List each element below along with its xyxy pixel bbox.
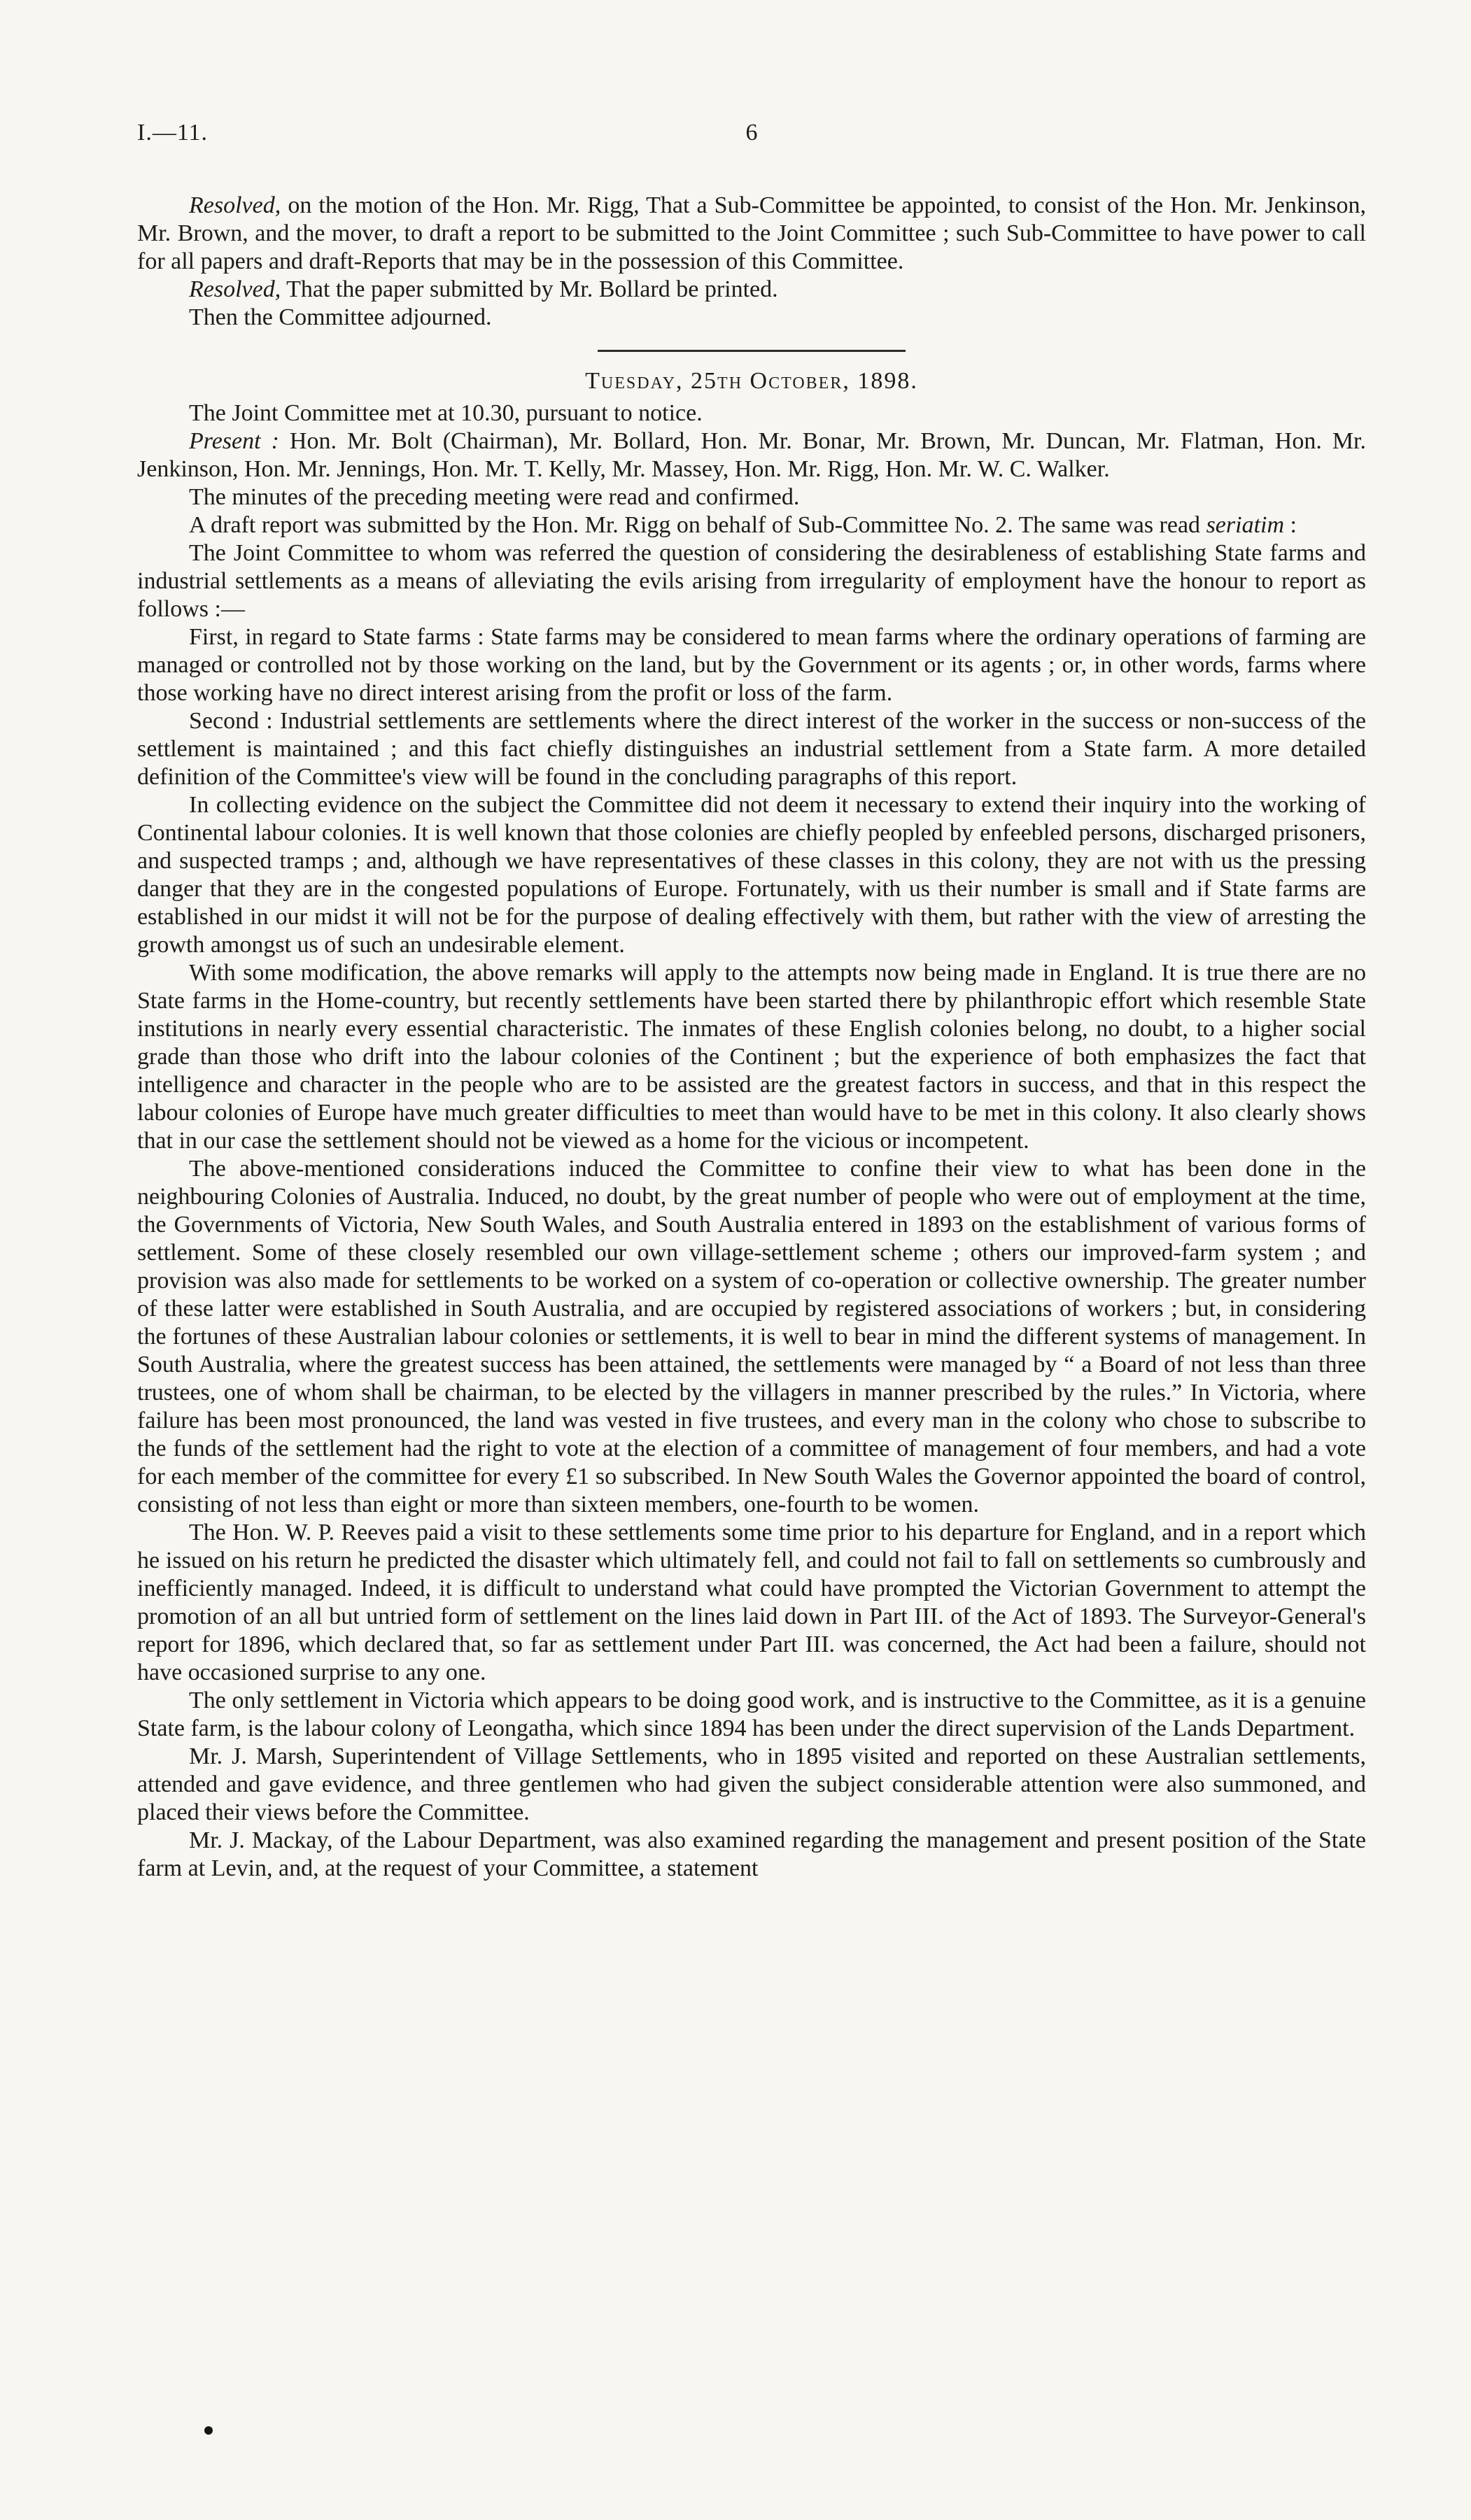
paragraph-resolved-2 (137, 276, 1366, 304)
page-header (137, 119, 1366, 151)
report-paragraph-leongatha: The only settlement in Victoria which appears to be doing good work, and is instructive to the Committee, as it is a genuine State farm, is the labour colony of Leongatha, which since 1894 has been under the direct supervision of the Lands Department. (137, 1687, 1366, 1741)
paragraph-meeting-opened: The Joint Committee met at 10.30, pursuant to notice. (189, 400, 703, 426)
paragraph-draft-report (137, 511, 1366, 539)
italic-lead-resolved: Resolved, (189, 276, 281, 302)
report-paragraph-continental-colonies: In collecting evidence on the subject the Committee did not deem it necessary to extend their inquiry into the working of Continental labour colonies. It is well known that those colonies are chiefly peopled by enfeebled persons, discharged prisoners, and suspected tramps ; and, although we have representatives of these classes in this colony, they are not with us the pressing danger that they are in the congested populations of Europe. Fortunately, with us their number is small and if State farms are established in our midst it will not be for the purpose of dealing effectively with them, but rather with the view of arresting the growth amongst us of such an undesirable element. (137, 792, 1366, 958)
report-paragraph-mackay: Mr. J. Mackay, of the Labour Department, was also examined regarding the management and present position of the State farm at Levin, and, at the request of your Committee, a statement (137, 1827, 1366, 1881)
report-paragraph-reeves: The Hon. W. P. Reeves paid a visit to these settlements some time prior to his departure for England, and in a report which he issued on his return he predicted the disaster which ultimately fell, and could not fail to fall on settlements so cumbrously and inefficiently managed. Indeed, it is difficult to understand what could have prompted the Victorian Government to attempt the promotion of an all but untried form of settlement on the lines laid down in Part III. of the Act of 1893. The Surveyor-General's report for 1896, which declared that, so far as settlement under Part III. was concerned, the Act had been a failure, should not have occasioned surprise to any one. (137, 1520, 1366, 1685)
report-paragraph-second-definition: Second : Industrial settlements are settlements where the direct interest of the worker in the success or non-success of the settlement is maintained ; and this fact chiefly distinguishes an industrial settlement from a State farm. A more detailed definition of the Committee's view will be found in the concluding paragraphs of this report. (137, 708, 1366, 790)
italic-lead-resolved: Resolved, (189, 192, 281, 218)
session-date-heading: Tuesday, 25th October, 1898. (585, 368, 918, 394)
paragraph-text: A draft report was submitted by the Hon. Mr. Rigg on behalf of Sub-Committee No. 2. The same was read (189, 512, 1201, 538)
report-paragraph-marsh: Mr. J. Marsh, Superintendent of Village Settlements, who in 1895 visited and reported on these Australian settlements, attended and gave evidence, and three gentlemen who had given the subject considerable attention were also summoned, and placed their views before the Committee. (137, 1743, 1366, 1825)
paragraph-text: Hon. Mr. Bolt (Chairman), Mr. Bollard, Hon. Mr. Bonar, Mr. Brown, Mr. Duncan, Mr. Flatman, Hon. Mr. Jenkinson, Hon. Mr. Jennings, Hon. Mr. T. Kelly, Mr. Massey, Hon. Mr. Rigg, Hon. Mr. W. C. Walker. (137, 428, 1366, 482)
paragraph-adjourned: Then the Committee adjourned. (189, 304, 492, 330)
italic-seriatim: seriatim (1206, 512, 1285, 538)
page-number: 6 (745, 120, 758, 146)
report-paragraph-england: With some modification, the above remarks will apply to the attempts now being made in England. It is true there are no State farms in the Home-country, but recently settlements have been started there by philanthropic effort which resemble State institutions in nearly every essential characteristic. The inmates of these English colonies belong, no doubt, to a higher social grade than those who drift into the labour colonies of the Continent ; but the experience of both emphasizes the fact that intelligence and character in the people who are to be assisted are the greatest factors in success, and that in this respect the labour colonies of Europe have much greater difficulties to meet than would have to be met in this colony. It also clearly shows that in our case the settlement should not be viewed as a home for the vicious or incompetent. (137, 960, 1366, 1154)
paragraph-text-tail: : (1284, 512, 1297, 538)
document-reference: I.—11. (137, 120, 209, 146)
report-paragraph-first-definition: First, in regard to State farms : State farms may be considered to mean farms where the ordinary operations of farming are managed or controlled not by those working on the land, but by the Government or its agents ; or, in other words, farms where those working have no direct interest arising from the profit or loss of the farm. (137, 624, 1366, 706)
paragraph-minutes-read: The minutes of the preceding meeting were read and confirmed. (189, 484, 800, 510)
printers-mark-dot (204, 2426, 213, 2435)
report-paragraph-australia: The above-mentioned considerations induced the Committee to confine their view to what has been done in the neighbouring Colonies of Australia. Induced, no doubt, by the great number of people who were out of employment at the time, the Governments of Victoria, New South Wales, and South Australia entered in 1893 on the establishment of various forms of settlement. Some of these closely resembled our own village-settlement scheme ; others our improved-farm system ; and provision was also made for settlements to be worked on a system of co-operation or collective ownership. The greater number of these latter were established in South Australia, and are occupied by registered associations of workers ; but, in considering the fortunes of these Australian labour colonies or settlements, it is well to bear in mind the different systems of management. In South Australia, where the greatest success has been attained, the settlements were managed by “ a Board of not less than three trustees, one of whom shall be chairman, to be elected by the villagers in manner prescribed by the rules.” In Victoria, where failure has been most pronounced, the land was vested in five trustees, and every man in the colony who chose to subscribe to the funds of the settlement had the right to vote at the election of a committee of management of four members, and had a vote for each member of the committee for every £1 so subscribed. In New South Wales the Governor appointed the board of control, consisting of not less than eight or more than sixteen members, one-fourth to be women. (137, 1156, 1366, 1517)
paragraph-resolved-1 (137, 192, 1366, 276)
paragraph-present (137, 427, 1366, 483)
italic-lead-present: Present : (189, 428, 279, 454)
section-divider-rule (598, 350, 906, 352)
report-paragraph-preamble: The Joint Committee to whom was referred the question of considering the desirableness of establishing State farms and industrial settlements as a means of alleviating the evils arising from irregularity of employment have the honour to report as follows :— (137, 540, 1366, 622)
paragraph-text: on the motion of the Hon. Mr. Rigg, That a Sub-Committee be appointed, to consist of the Hon. Mr. Jenkinson, Mr. Brown, and the mover, to draft a report to be submitted to the Joint Committee ; such Sub-Committee to have power to call for all papers and draft-Reports that may be in the possession of this Committee. (137, 192, 1367, 274)
paragraph-text: That the paper submitted by Mr. Bollard be printed. (286, 276, 778, 302)
